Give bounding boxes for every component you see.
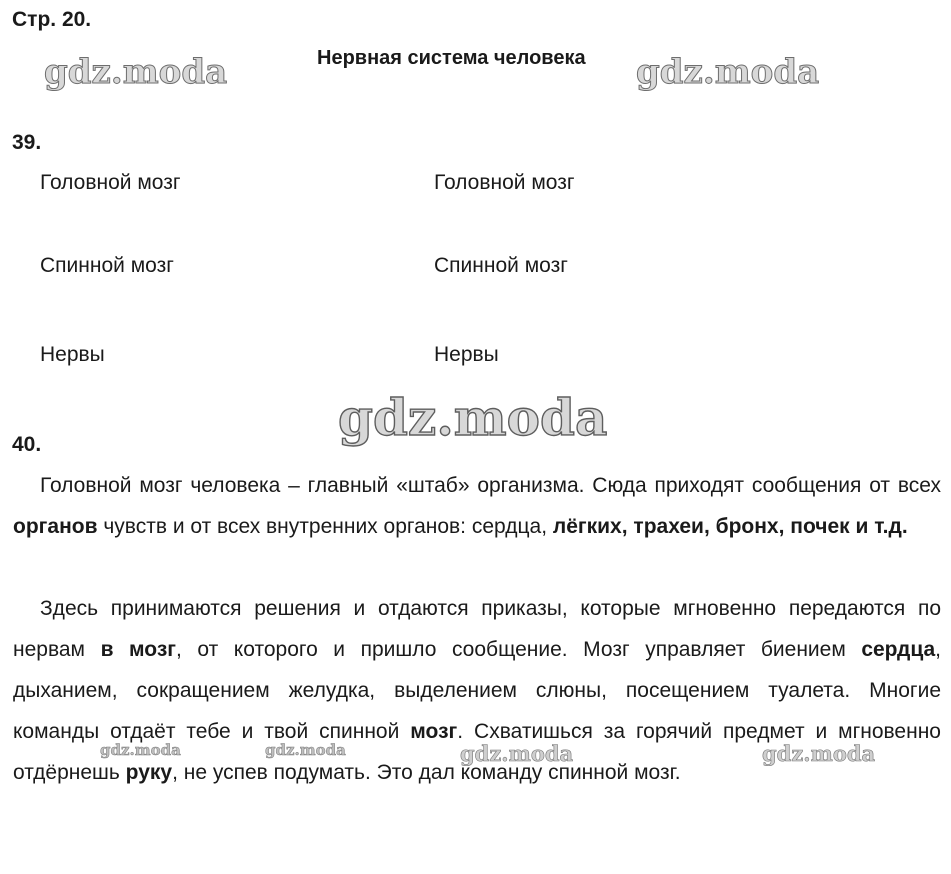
right-label-nerves: Нервы	[434, 343, 499, 366]
paragraph-1	[13, 465, 941, 547]
right-label-brain: Головной мозг	[434, 171, 575, 194]
p2-bold-1: в мозг	[100, 638, 177, 661]
task-39-number: 39.	[12, 131, 42, 154]
p1-text-2: чувств и от всех внутренних органов: сердца,	[97, 515, 553, 538]
page-reference: Стр. 20.	[12, 8, 92, 31]
p2-bold-3: мозг	[410, 720, 458, 743]
p2-text-5: , не успев подумать. Это дал команду спинной мозг.	[172, 761, 681, 784]
p2-text-2: , от которого и пришло сообщение. Мозг управляет биением	[176, 638, 862, 661]
p1-text-1: Головной мозг человека – главный «штаб» организма. Сюда приходят сообщения от всех	[40, 474, 941, 497]
left-label-brain: Головной мозг	[40, 171, 181, 194]
page-title: Нервная система человека	[317, 47, 586, 69]
p2-text-3: , дыханием, сокращением желудка, выделением слюны, посещением туалета. Многие команды отдаёт тебе и твой спинной	[13, 638, 942, 743]
p2-bold-2: сердца	[861, 638, 936, 661]
p1-bold-2: лёгких, трахеи, бронх, почек и т.д.	[552, 515, 908, 538]
p2-bold-4: руку	[125, 761, 173, 784]
watermark-logo: gdz.moda	[44, 52, 228, 92]
right-label-spinal-cord: Спинной мозг	[434, 254, 568, 277]
watermark-logo: gdz.moda	[460, 741, 574, 766]
task-40-number: 40.	[12, 433, 42, 456]
p2-text-1: Здесь принимаются решения и отдаются приказы, которые мгновенно передаются по нервам	[13, 597, 941, 661]
left-label-spinal-cord: Спинной мозг	[40, 254, 174, 277]
watermark-logo: gdz.moda	[100, 741, 181, 759]
watermark-logo: gdz.moda	[636, 52, 820, 92]
p1-bold-1: органов	[13, 515, 98, 538]
watermark-logo: gdz.moda	[762, 741, 876, 766]
watermark-logo: gdz.moda	[338, 388, 608, 447]
watermark-logo: gdz.moda	[265, 741, 346, 759]
left-label-nerves: Нервы	[40, 343, 105, 366]
p2-text-4: . Схватишься за горячий предмет и мгновенно отдёрнешь	[13, 720, 941, 784]
